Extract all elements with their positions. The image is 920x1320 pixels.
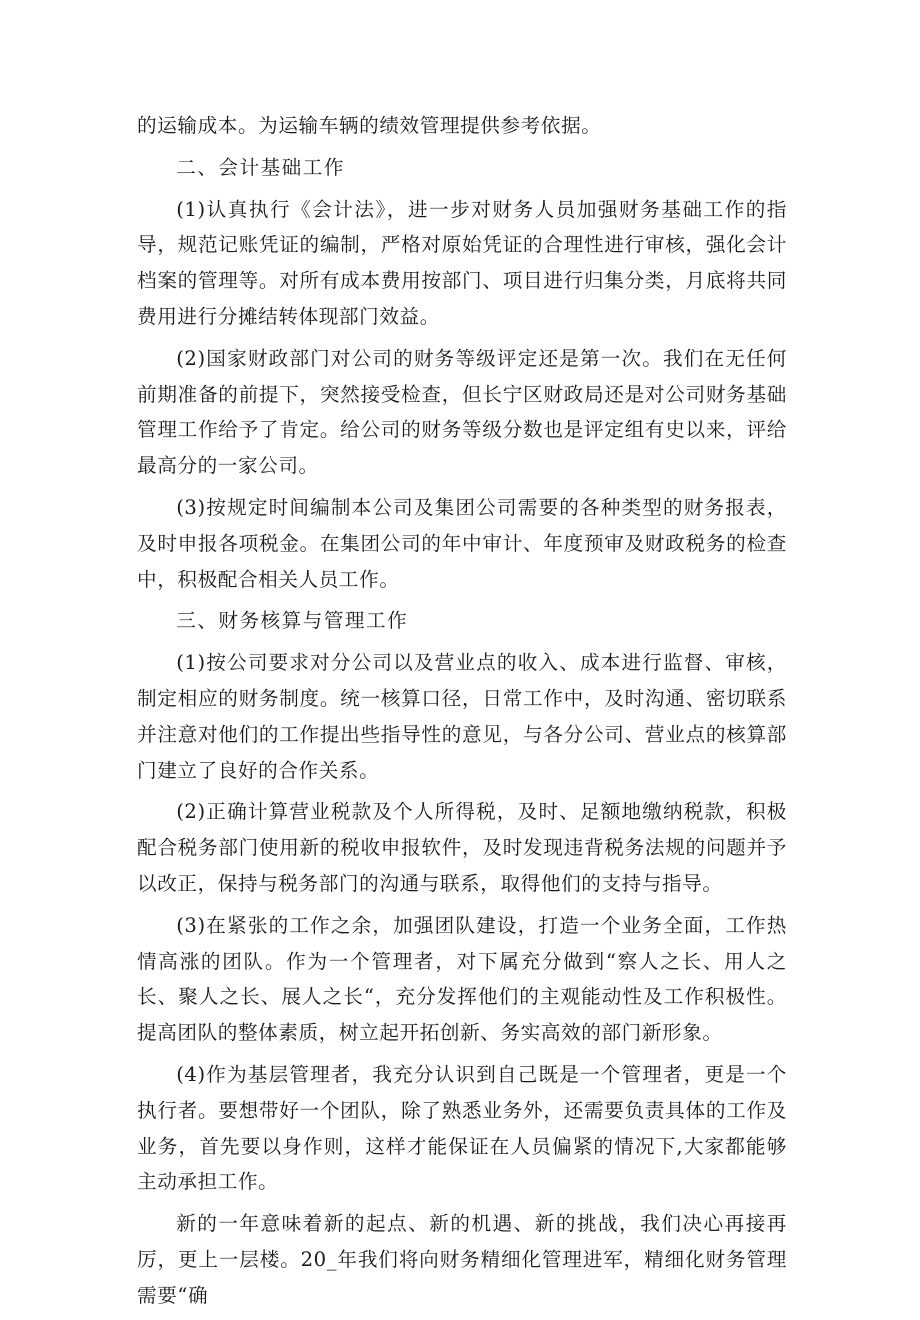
- section-heading-accounting-basics: 二、会计基础工作: [176, 155, 345, 179]
- paragraph-accounting-3: (3)按规定时间编制本公司及集团公司需要的各种类型的财务报表，及时申报各项税金。在集团公司的年中审计、年度预审及财政税务的检查中，积极配合相关人员工作。: [137, 495, 787, 591]
- document-page: [137, 108, 787, 1320]
- paragraph-accounting-1: (1)认真执行《会计法》，进一步对财务人员加强财务基础工作的指导，规范记账凭证的编制，严格对原始凭证的合理性进行审核，强化会计档案的管理等。对所有成本费用按部门、项目进行归集分类，月底将共同费用进行分摊结转体现部门效益。: [137, 197, 787, 328]
- paragraph-finance-1: (1)按公司要求对分公司以及营业点的收入、成本进行监督、审核，制定相应的财务制度。统一核算口径，日常工作中，及时沟通、密切联系并注意对他们的工作提出些指导性的意见，与各分公司、营业点的核算部门建立了良好的合作关系。: [137, 651, 787, 782]
- paragraph-finance-2: (2)正确计算营业税款及个人所得税，及时、足额地缴纳税款，积极配合税务部门使用新的税收申报软件，及时发现违背税务法规的问题并予以改正，保持与税务部门的沟通与联系，取得他们的支持与指导。: [137, 800, 787, 895]
- paragraph-continuation: 的运输成本。为运输车辆的绩效管理提供参考依据。: [137, 114, 602, 137]
- paragraph-finance-3: (3)在紧张的工作之余，加强团队建设，打造一个业务全面，工作热情高涨的团队。作为一个管理者，对下属充分做到“察人之长、用人之长、聚人之长、展人之长“，充分发挥他们的主观能动性及工作积极性。提高团队的整体素质，树立起开拓创新、务实高效的部门新形象。: [137, 913, 787, 1045]
- paragraph-new-year: 新的一年意味着新的起点、新的机遇、新的挑战，我们决心再接再厉，更上一层楼。20_年我们将向财务精细化管理进军，精细化财务管理需要“确: [137, 1212, 787, 1307]
- paragraph-accounting-2: (2)国家财政部门对公司的财务等级评定还是第一次。我们在无任何前期准备的前提下，突然接受检查，但长宁区财政局还是对公司财务基础管理工作给予了肯定。给公司的财务等级分数也是评定组有史以来，评给最高分的一家公司。: [137, 346, 787, 478]
- paragraph-finance-4: (4)作为基层管理者，我充分认识到自己既是一个管理者，更是一个执行者。要想带好一个团队，除了熟悉业务外，还需要负责具体的工作及业务，首先要以身作则，这样才能保证在人员偏紧的情况下,大家都能够主动承担工作。: [137, 1062, 787, 1194]
- section-heading-financial-accounting: 三、财务核算与管理工作: [176, 609, 409, 633]
